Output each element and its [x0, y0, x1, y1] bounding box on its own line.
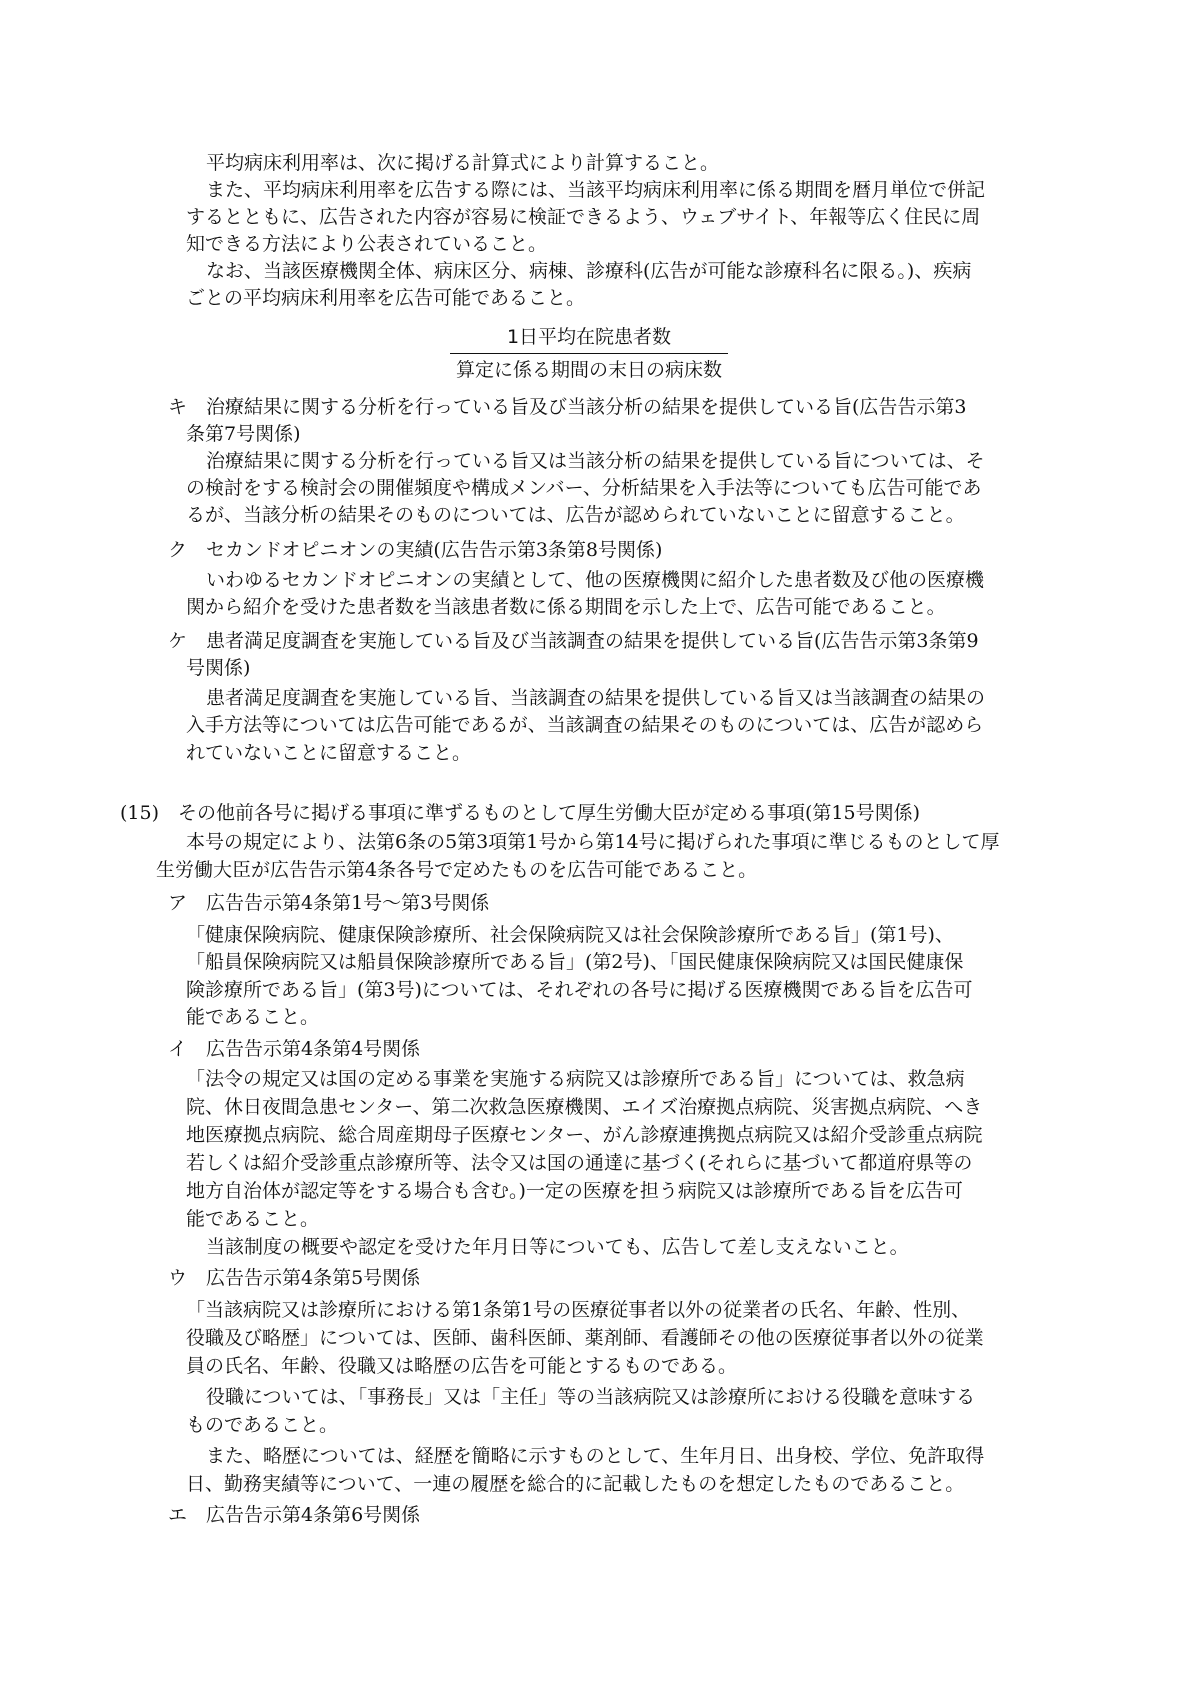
text-line: 治療結果に関する分析を行っている旨又は当該分析の結果を提供している旨については、そ: [206, 450, 985, 472]
section-15-heading: (15) その他前各号に掲げる事項に準ずるものとして厚生労働大臣が定める事項(第15号関係): [120, 802, 921, 824]
text-line: 患者満足度調査を実施している旨、当該調査の結果を提供している旨又は当該調査の結果の: [206, 687, 986, 709]
item-ki-heading: キ 治療結果に関する分析を行っている旨及び当該分析の結果を提供している旨(広告告示第3: [168, 396, 967, 418]
text-line: 日、勤務実績等について、一連の履歴を総合的に記載したものを想定したものであること。: [186, 1473, 965, 1495]
text-line: 関から紹介を受けた患者数を当該患者数に係る期間を示した上で、広告可能であること。: [186, 596, 946, 618]
formula-denominator: 算定に係る期間の末日の病床数: [455, 359, 722, 381]
item-ke-heading: ケ 患者満足度調査を実施している旨及び当該調査の結果を提供している旨(広告告示第3条第9: [168, 630, 979, 652]
text-line: 本号の規定により、法第6条の5第3項第1号から第14号に掲げられた事項に準じるものとして厚: [186, 831, 1000, 853]
bed-utilization-formula: [450, 324, 728, 383]
text-line: 院、休日夜間急患センター、第二次救急医療機関、エイズ治療拠点病院、災害拠点病院、へき: [186, 1096, 983, 1118]
formula-numerator: 1日平均在院患者数: [506, 326, 672, 348]
text-line: 役職及び略歴」については、医師、歯科医師、薬剤師、看護師その他の医療従事者以外の従業: [186, 1327, 984, 1349]
item-u-heading: ウ 広告告示第4条第5号関係: [168, 1267, 421, 1289]
text-line: 員の氏名、年齢、役職又は略歴の広告を可能とするものである。: [186, 1355, 738, 1377]
text-line: 「法令の規定又は国の定める事業を実施する病院又は診療所である旨」については、救急病: [186, 1068, 965, 1090]
text-line: 役職については、「事務長」又は「主任」等の当該病院又は診療所における役職を意味する: [206, 1386, 976, 1408]
text-line: 能であること。: [186, 1006, 320, 1028]
text-line: 若しくは紹介受診重点診療所等、法令又は国の通達に基づく(それらに基づいて都道府県等の: [186, 1152, 973, 1174]
fraction-bar: [450, 353, 728, 354]
text-line: 「船員保険病院又は船員保険診療所である旨」(第2号)、「国民健康保険病院又は国民健康保: [186, 951, 964, 973]
text-line: 「当該病院又は診療所における第1条第1号の医療従事者以外の従業者の氏名、年齢、性別、: [186, 1299, 971, 1321]
text-line: なお、当該医療機関全体、病床区分、病棟、診療科(広告が可能な診療科名に限る。)、疾病: [206, 260, 972, 282]
text-line: れていないことに留意すること。: [186, 742, 472, 764]
text-line: ごとの平均病床利用率を広告可能であること。: [186, 287, 586, 309]
text-line: 号関係): [186, 657, 251, 679]
text-line: するとともに、広告された内容が容易に検証できるよう、ウェブサイト、年報等広く住民に周: [186, 206, 981, 228]
text-line: また、平均病床利用率を広告する際には、当該平均病床利用率に係る期間を暦月単位で併記: [206, 179, 986, 201]
text-line: 険診療所である旨」(第3号)については、それぞれの各号に掲げる医療機関である旨を広告可: [186, 979, 973, 1001]
item-a-heading: ア 広告告示第4条第1号～第3号関係: [168, 892, 490, 914]
text-line: の検討をする検討会の開催頻度や構成メンバー、分析結果を入手法等についても広告可能であ: [186, 477, 982, 499]
item-ku-heading: ク セカンドオピニオンの実績(広告告示第3条第8号関係): [168, 539, 663, 561]
text-line: また、略歴については、経歴を簡略に示すものとして、生年月日、出身校、学位、免許取得: [206, 1445, 985, 1467]
text-line: 当該制度の概要や認定を受けた年月日等についても、広告して差し支えないこと。: [206, 1236, 909, 1258]
item-e-heading: エ 広告告示第4条第6号関係: [168, 1504, 421, 1526]
text-line: るが、当該分析の結果そのものについては、広告が認められていないことに留意すること。: [186, 504, 965, 526]
text-line: 入手方法等については広告可能であるが、当該調査の結果そのものについては、広告が認めら: [186, 714, 984, 736]
text-line: 地医療拠点病院、総合周産期母子医療センター、がん診療連携拠点病院又は紹介受診重点病院: [186, 1124, 983, 1146]
text-line: 地方自治体が認定等をする場合も含む。)一定の医療を担う病院又は診療所である旨を広告可: [186, 1180, 963, 1202]
text-line: 「健康保険病院、健康保険診療所、社会保険病院又は社会保険診療所である旨」(第1号)、: [186, 924, 954, 946]
text-line: 知できる方法により公表されていること。: [186, 233, 548, 255]
text-line: 能であること。: [186, 1208, 320, 1230]
text-line: いわゆるセカンドオピニオンの実績として、他の医療機関に紹介した患者数及び他の医療機: [206, 569, 985, 591]
text-line: ものであること。: [186, 1414, 339, 1436]
text-line: 平均病床利用率は、次に掲げる計算式により計算すること。: [206, 152, 720, 174]
text-line: 条第7号関係): [186, 423, 301, 445]
item-i-heading: イ 広告告示第4条第4号関係: [168, 1038, 421, 1060]
text-line: 生労働大臣が広告告示第4条各号で定めたものを広告可能であること。: [156, 859, 758, 881]
